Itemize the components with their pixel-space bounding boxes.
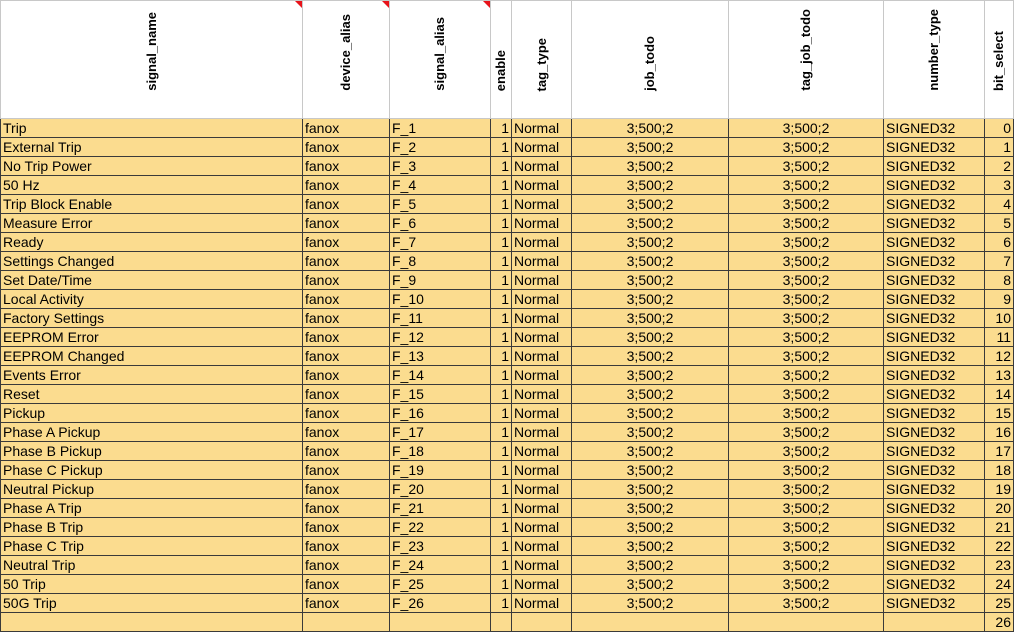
table-row bbox=[1, 214, 1014, 233]
cell-signal-alias[interactable]: F_4 bbox=[390, 176, 491, 195]
cell-signal-alias[interactable]: F_9 bbox=[390, 271, 491, 290]
cell-number-type[interactable]: SIGNED32 bbox=[884, 157, 985, 176]
cell-device-alias[interactable]: fanox bbox=[303, 594, 390, 613]
cell-job-todo[interactable]: 3;500;2 bbox=[572, 195, 729, 214]
cell-tag-job-todo[interactable]: 3;500;2 bbox=[729, 480, 884, 499]
cell-tag-job-todo[interactable]: 3;500;2 bbox=[729, 556, 884, 575]
cell-signal-name[interactable]: EEPROM Error bbox=[1, 328, 303, 347]
cell-bit-select[interactable]: 24 bbox=[985, 575, 1014, 594]
cell-job-todo[interactable]: 3;500;2 bbox=[572, 499, 729, 518]
cell-signal-name[interactable]: External Trip bbox=[1, 138, 303, 157]
cell-signal-alias[interactable]: F_21 bbox=[390, 499, 491, 518]
table-row bbox=[1, 613, 1014, 632]
cell-number-type[interactable]: SIGNED32 bbox=[884, 328, 985, 347]
table-row bbox=[1, 328, 1014, 347]
table-row bbox=[1, 252, 1014, 271]
comment-indicator[interactable] bbox=[295, 1, 302, 8]
table-row bbox=[1, 119, 1014, 138]
cell-tag-job-todo[interactable]: 3;500;2 bbox=[729, 537, 884, 556]
cell-signal-alias[interactable]: F_26 bbox=[390, 594, 491, 613]
cell-job-todo[interactable]: 3;500;2 bbox=[572, 442, 729, 461]
cell-job-todo[interactable]: 3;500;2 bbox=[572, 271, 729, 290]
column-header-label: bit_select bbox=[991, 31, 1006, 91]
cell-tag-job-todo[interactable]: 3;500;2 bbox=[729, 499, 884, 518]
column-header-label: tag_type bbox=[533, 37, 549, 91]
cell-number-type[interactable]: SIGNED32 bbox=[884, 518, 985, 537]
cell-signal-name[interactable]: Neutral Trip bbox=[1, 556, 303, 575]
cell-tag-job-todo[interactable]: 3;500;2 bbox=[729, 404, 884, 423]
cell-signal-alias[interactable]: F_17 bbox=[390, 423, 491, 442]
cell-signal-name[interactable]: Trip Block Enable bbox=[1, 195, 303, 214]
table-row bbox=[1, 347, 1014, 366]
cell-signal-alias[interactable]: F_11 bbox=[390, 309, 491, 328]
cell-job-todo[interactable]: 3;500;2 bbox=[572, 404, 729, 423]
cell-tag-type[interactable]: Normal bbox=[512, 157, 572, 176]
cell-tag-job-todo[interactable]: 3;500;2 bbox=[729, 366, 884, 385]
cell-number-type[interactable]: SIGNED32 bbox=[884, 461, 985, 480]
cell-enable[interactable]: 1 bbox=[491, 328, 512, 347]
cell-tag-job-todo[interactable]: 3;500;2 bbox=[729, 594, 884, 613]
cell-tag-job-todo[interactable]: 3;500;2 bbox=[729, 423, 884, 442]
cell-tag-type[interactable] bbox=[512, 613, 572, 632]
cell-enable[interactable]: 1 bbox=[491, 575, 512, 594]
cell-signal-name[interactable]: Ready bbox=[1, 233, 303, 252]
column-header-bit-select[interactable] bbox=[985, 1, 1014, 119]
cell-tag-job-todo[interactable]: 3;500;2 bbox=[729, 138, 884, 157]
cell-device-alias[interactable]: fanox bbox=[303, 233, 390, 252]
cell-tag-job-todo[interactable]: 3;500;2 bbox=[729, 328, 884, 347]
cell-tag-job-todo[interactable]: 3;500;2 bbox=[729, 176, 884, 195]
cell-device-alias[interactable] bbox=[303, 613, 390, 632]
cell-enable[interactable]: 1 bbox=[491, 480, 512, 499]
cell-number-type[interactable]: SIGNED32 bbox=[884, 594, 985, 613]
cell-device-alias[interactable]: fanox bbox=[303, 537, 390, 556]
cell-tag-type[interactable]: Normal bbox=[512, 480, 572, 499]
cell-bit-select[interactable]: 13 bbox=[985, 366, 1014, 385]
cell-number-type[interactable]: SIGNED32 bbox=[884, 233, 985, 252]
cell-signal-name[interactable]: Neutral Pickup bbox=[1, 480, 303, 499]
cell-job-todo[interactable] bbox=[572, 613, 729, 632]
cell-signal-alias[interactable]: F_16 bbox=[390, 404, 491, 423]
cell-tag-type[interactable]: Normal bbox=[512, 347, 572, 366]
cell-device-alias[interactable]: fanox bbox=[303, 404, 390, 423]
column-header-job-todo[interactable] bbox=[572, 1, 729, 119]
cell-number-type[interactable]: SIGNED32 bbox=[884, 252, 985, 271]
cell-number-type[interactable]: SIGNED32 bbox=[884, 442, 985, 461]
table-row bbox=[1, 195, 1014, 214]
cell-bit-select[interactable]: 20 bbox=[985, 499, 1014, 518]
cell-enable[interactable]: 1 bbox=[491, 594, 512, 613]
cell-enable[interactable]: 1 bbox=[491, 309, 512, 328]
cell-signal-name[interactable]: Phase B Pickup bbox=[1, 442, 303, 461]
table-row bbox=[1, 442, 1014, 461]
cell-signal-name[interactable]: 50 Hz bbox=[1, 176, 303, 195]
cell-tag-job-todo[interactable]: 3;500;2 bbox=[729, 195, 884, 214]
cell-tag-type[interactable]: Normal bbox=[512, 328, 572, 347]
cell-tag-type[interactable]: Normal bbox=[512, 214, 572, 233]
cell-job-todo[interactable]: 3;500;2 bbox=[572, 518, 729, 537]
cell-job-todo[interactable]: 3;500;2 bbox=[572, 328, 729, 347]
cell-number-type[interactable]: SIGNED32 bbox=[884, 385, 985, 404]
cell-tag-job-todo[interactable]: 3;500;2 bbox=[729, 214, 884, 233]
cell-signal-alias[interactable]: F_15 bbox=[390, 385, 491, 404]
cell-number-type[interactable]: SIGNED32 bbox=[884, 176, 985, 195]
comment-indicator[interactable] bbox=[483, 1, 490, 8]
cell-number-type[interactable]: SIGNED32 bbox=[884, 309, 985, 328]
cell-job-todo[interactable]: 3;500;2 bbox=[572, 138, 729, 157]
cell-number-type[interactable]: SIGNED32 bbox=[884, 138, 985, 157]
cell-signal-alias[interactable]: F_8 bbox=[390, 252, 491, 271]
cell-job-todo[interactable]: 3;500;2 bbox=[572, 575, 729, 594]
cell-job-todo[interactable]: 3;500;2 bbox=[572, 480, 729, 499]
cell-enable[interactable]: 1 bbox=[491, 233, 512, 252]
column-header-label: device_alias bbox=[338, 14, 353, 91]
cell-enable[interactable]: 1 bbox=[491, 195, 512, 214]
cell-tag-type[interactable]: Normal bbox=[512, 423, 572, 442]
cell-signal-alias[interactable]: F_22 bbox=[390, 518, 491, 537]
column-header-number-type[interactable] bbox=[884, 1, 985, 119]
cell-tag-type[interactable]: Normal bbox=[512, 138, 572, 157]
cell-bit-select[interactable]: 17 bbox=[985, 442, 1014, 461]
column-header-label: enable bbox=[493, 49, 508, 91]
cell-signal-name[interactable]: Measure Error bbox=[1, 214, 303, 233]
cell-signal-name[interactable]: Phase B Trip bbox=[1, 518, 303, 537]
cell-device-alias[interactable]: fanox bbox=[303, 461, 390, 480]
cell-tag-job-todo[interactable]: 3;500;2 bbox=[729, 271, 884, 290]
cell-device-alias[interactable]: fanox bbox=[303, 176, 390, 195]
cell-number-type[interactable]: SIGNED32 bbox=[884, 404, 985, 423]
cell-device-alias[interactable]: fanox bbox=[303, 252, 390, 271]
cell-signal-name[interactable]: Phase A Pickup bbox=[1, 423, 303, 442]
cell-device-alias[interactable]: fanox bbox=[303, 518, 390, 537]
cell-bit-select[interactable]: 7 bbox=[985, 252, 1014, 271]
cell-device-alias[interactable]: fanox bbox=[303, 309, 390, 328]
cell-bit-select[interactable]: 19 bbox=[985, 480, 1014, 499]
column-header-device-alias[interactable] bbox=[303, 1, 390, 119]
cell-bit-select[interactable]: 1 bbox=[985, 138, 1014, 157]
cell-enable[interactable]: 1 bbox=[491, 385, 512, 404]
cell-tag-type[interactable]: Normal bbox=[512, 119, 572, 138]
cell-tag-type[interactable]: Normal bbox=[512, 575, 572, 594]
cell-bit-select[interactable]: 18 bbox=[985, 461, 1014, 480]
cell-enable[interactable]: 1 bbox=[491, 214, 512, 233]
cell-bit-select[interactable]: 25 bbox=[985, 594, 1014, 613]
column-header-label: job_todo bbox=[642, 36, 657, 91]
cell-signal-name[interactable]: Phase C Trip bbox=[1, 537, 303, 556]
cell-signal-alias[interactable]: F_24 bbox=[390, 556, 491, 575]
cell-job-todo[interactable]: 3;500;2 bbox=[572, 556, 729, 575]
cell-number-type[interactable]: SIGNED32 bbox=[884, 423, 985, 442]
cell-signal-alias[interactable]: F_6 bbox=[390, 214, 491, 233]
cell-tag-type[interactable]: Normal bbox=[512, 537, 572, 556]
cell-tag-job-todo[interactable]: 3;500;2 bbox=[729, 385, 884, 404]
cell-enable[interactable]: 1 bbox=[491, 423, 512, 442]
cell-device-alias[interactable]: fanox bbox=[303, 271, 390, 290]
cell-signal-alias[interactable]: F_1 bbox=[390, 119, 491, 138]
cell-signal-name[interactable]: Events Error bbox=[1, 366, 303, 385]
cell-tag-job-todo[interactable]: 3;500;2 bbox=[729, 252, 884, 271]
cell-tag-job-todo[interactable]: 3;500;2 bbox=[729, 442, 884, 461]
cell-signal-alias[interactable]: F_5 bbox=[390, 195, 491, 214]
cell-tag-job-todo[interactable]: 3;500;2 bbox=[729, 518, 884, 537]
cell-bit-select[interactable]: 14 bbox=[985, 385, 1014, 404]
cell-job-todo[interactable]: 3;500;2 bbox=[572, 290, 729, 309]
cell-signal-alias[interactable]: F_7 bbox=[390, 233, 491, 252]
cell-enable[interactable]: 1 bbox=[491, 347, 512, 366]
cell-number-type[interactable]: SIGNED32 bbox=[884, 499, 985, 518]
column-header-signal-name[interactable] bbox=[1, 1, 303, 119]
cell-tag-type[interactable]: Normal bbox=[512, 594, 572, 613]
cell-signal-name[interactable]: 50G Trip bbox=[1, 594, 303, 613]
cell-bit-select[interactable]: 11 bbox=[985, 328, 1014, 347]
cell-signal-name[interactable]: Set Date/Time bbox=[1, 271, 303, 290]
cell-tag-job-todo[interactable]: 3;500;2 bbox=[729, 157, 884, 176]
cell-signal-name[interactable]: Pickup bbox=[1, 404, 303, 423]
cell-job-todo[interactable]: 3;500;2 bbox=[572, 214, 729, 233]
cell-signal-alias[interactable]: F_2 bbox=[390, 138, 491, 157]
table-row bbox=[1, 537, 1014, 556]
cell-enable[interactable]: 1 bbox=[491, 119, 512, 138]
cell-number-type[interactable]: SIGNED32 bbox=[884, 347, 985, 366]
cell-signal-name[interactable]: No Trip Power bbox=[1, 157, 303, 176]
cell-tag-type[interactable]: Normal bbox=[512, 499, 572, 518]
column-header-label: signal_name bbox=[143, 12, 159, 91]
column-header-label: tag_job_todo bbox=[798, 9, 813, 91]
cell-number-type[interactable]: SIGNED32 bbox=[884, 290, 985, 309]
cell-device-alias[interactable]: fanox bbox=[303, 442, 390, 461]
cell-bit-select[interactable]: 12 bbox=[985, 347, 1014, 366]
cell-enable[interactable]: 1 bbox=[491, 138, 512, 157]
cell-signal-name[interactable]: EEPROM Changed bbox=[1, 347, 303, 366]
cell-enable[interactable]: 1 bbox=[491, 537, 512, 556]
cell-bit-select[interactable]: 15 bbox=[985, 404, 1014, 423]
cell-job-todo[interactable]: 3;500;2 bbox=[572, 347, 729, 366]
cell-signal-alias[interactable] bbox=[390, 613, 491, 632]
cell-enable[interactable]: 1 bbox=[491, 366, 512, 385]
cell-number-type[interactable]: SIGNED32 bbox=[884, 195, 985, 214]
cell-bit-select[interactable]: 4 bbox=[985, 195, 1014, 214]
cell-bit-select[interactable]: 2 bbox=[985, 157, 1014, 176]
cell-job-todo[interactable]: 3;500;2 bbox=[572, 176, 729, 195]
cell-job-todo[interactable]: 3;500;2 bbox=[572, 461, 729, 480]
cell-tag-type[interactable]: Normal bbox=[512, 404, 572, 423]
cell-tag-type[interactable]: Normal bbox=[512, 290, 572, 309]
cell-enable[interactable]: 1 bbox=[491, 556, 512, 575]
cell-number-type[interactable]: SIGNED32 bbox=[884, 537, 985, 556]
cell-bit-select[interactable]: 16 bbox=[985, 423, 1014, 442]
cell-number-type[interactable]: SIGNED32 bbox=[884, 366, 985, 385]
cell-signal-name[interactable]: Local Activity bbox=[1, 290, 303, 309]
table-row bbox=[1, 594, 1014, 613]
cell-job-todo[interactable]: 3;500;2 bbox=[572, 157, 729, 176]
table-row bbox=[1, 271, 1014, 290]
cell-device-alias[interactable]: fanox bbox=[303, 480, 390, 499]
cell-tag-type[interactable]: Normal bbox=[512, 385, 572, 404]
table-row bbox=[1, 499, 1014, 518]
cell-tag-type[interactable]: Normal bbox=[512, 556, 572, 575]
cell-device-alias[interactable]: fanox bbox=[303, 347, 390, 366]
table-row bbox=[1, 385, 1014, 404]
cell-tag-type[interactable]: Normal bbox=[512, 233, 572, 252]
table-row bbox=[1, 366, 1014, 385]
cell-number-type[interactable]: SIGNED32 bbox=[884, 556, 985, 575]
table-row bbox=[1, 290, 1014, 309]
cell-tag-type[interactable]: Normal bbox=[512, 461, 572, 480]
column-header-signal-alias[interactable] bbox=[390, 1, 491, 119]
cell-tag-type[interactable]: Normal bbox=[512, 366, 572, 385]
cell-device-alias[interactable]: fanox bbox=[303, 119, 390, 138]
cell-bit-select[interactable]: 8 bbox=[985, 271, 1014, 290]
table-row bbox=[1, 423, 1014, 442]
cell-job-todo[interactable]: 3;500;2 bbox=[572, 366, 729, 385]
cell-signal-name[interactable] bbox=[1, 613, 303, 632]
cell-signal-alias[interactable]: F_20 bbox=[390, 480, 491, 499]
table-row bbox=[1, 556, 1014, 575]
cell-device-alias[interactable]: fanox bbox=[303, 423, 390, 442]
table-row bbox=[1, 461, 1014, 480]
cell-tag-job-todo[interactable]: 3;500;2 bbox=[729, 309, 884, 328]
table-row bbox=[1, 233, 1014, 252]
cell-enable[interactable]: 1 bbox=[491, 157, 512, 176]
cell-signal-alias[interactable]: F_14 bbox=[390, 366, 491, 385]
cell-tag-job-todo[interactable]: 3;500;2 bbox=[729, 233, 884, 252]
cell-signal-name[interactable]: Trip bbox=[1, 119, 303, 138]
cell-tag-job-todo[interactable] bbox=[729, 613, 884, 632]
cell-signal-alias[interactable]: F_10 bbox=[390, 290, 491, 309]
cell-tag-type[interactable]: Normal bbox=[512, 252, 572, 271]
cell-signal-name[interactable]: Reset bbox=[1, 385, 303, 404]
cell-bit-select[interactable]: 9 bbox=[985, 290, 1014, 309]
cell-job-todo[interactable]: 3;500;2 bbox=[572, 537, 729, 556]
column-header-label: number_type bbox=[926, 9, 941, 91]
cell-job-todo[interactable]: 3;500;2 bbox=[572, 594, 729, 613]
cell-number-type[interactable]: SIGNED32 bbox=[884, 575, 985, 594]
table-row bbox=[1, 309, 1014, 328]
cell-bit-select[interactable]: 5 bbox=[985, 214, 1014, 233]
cell-signal-alias[interactable]: F_23 bbox=[390, 537, 491, 556]
cell-number-type[interactable]: SIGNED32 bbox=[884, 271, 985, 290]
cell-job-todo[interactable]: 3;500;2 bbox=[572, 252, 729, 271]
cell-tag-job-todo[interactable]: 3;500;2 bbox=[729, 119, 884, 138]
cell-enable[interactable]: 1 bbox=[491, 290, 512, 309]
cell-tag-type[interactable]: Normal bbox=[512, 518, 572, 537]
column-header-tag-job-todo[interactable] bbox=[729, 1, 884, 119]
cell-enable[interactable]: 1 bbox=[491, 271, 512, 290]
cell-device-alias[interactable]: fanox bbox=[303, 138, 390, 157]
cell-device-alias[interactable]: fanox bbox=[303, 214, 390, 233]
cell-tag-job-todo[interactable]: 3;500;2 bbox=[729, 575, 884, 594]
cell-bit-select[interactable]: 10 bbox=[985, 309, 1014, 328]
cell-enable[interactable]: 1 bbox=[491, 252, 512, 271]
cell-device-alias[interactable]: fanox bbox=[303, 290, 390, 309]
table-row bbox=[1, 157, 1014, 176]
cell-tag-type[interactable]: Normal bbox=[512, 442, 572, 461]
cell-device-alias[interactable]: fanox bbox=[303, 366, 390, 385]
cell-signal-alias[interactable]: F_13 bbox=[390, 347, 491, 366]
table-row bbox=[1, 176, 1014, 195]
cell-enable[interactable]: 1 bbox=[491, 442, 512, 461]
cell-enable[interactable]: 1 bbox=[491, 176, 512, 195]
comment-indicator[interactable] bbox=[382, 1, 389, 8]
cell-tag-type[interactable]: Normal bbox=[512, 309, 572, 328]
cell-bit-select[interactable]: 0 bbox=[985, 119, 1014, 138]
table-row bbox=[1, 518, 1014, 537]
cell-bit-select[interactable]: 22 bbox=[985, 537, 1014, 556]
cell-tag-type[interactable]: Normal bbox=[512, 271, 572, 290]
cell-enable[interactable]: 1 bbox=[491, 404, 512, 423]
cell-signal-alias[interactable]: F_3 bbox=[390, 157, 491, 176]
table-body bbox=[1, 119, 1014, 632]
cell-enable[interactable]: 1 bbox=[491, 518, 512, 537]
cell-tag-type[interactable]: Normal bbox=[512, 176, 572, 195]
cell-device-alias[interactable]: fanox bbox=[303, 556, 390, 575]
cell-signal-name[interactable]: Phase C Pickup bbox=[1, 461, 303, 480]
cell-number-type[interactable]: SIGNED32 bbox=[884, 480, 985, 499]
cell-tag-job-todo[interactable]: 3;500;2 bbox=[729, 347, 884, 366]
cell-number-type[interactable]: SIGNED32 bbox=[884, 119, 985, 138]
cell-tag-job-todo[interactable]: 3;500;2 bbox=[729, 290, 884, 309]
cell-signal-name[interactable]: Phase A Trip bbox=[1, 499, 303, 518]
cell-device-alias[interactable]: fanox bbox=[303, 575, 390, 594]
cell-signal-name[interactable]: Settings Changed bbox=[1, 252, 303, 271]
cell-enable[interactable]: 1 bbox=[491, 499, 512, 518]
cell-enable[interactable] bbox=[491, 613, 512, 632]
cell-job-todo[interactable]: 3;500;2 bbox=[572, 385, 729, 404]
cell-device-alias[interactable]: fanox bbox=[303, 195, 390, 214]
table-row bbox=[1, 404, 1014, 423]
cell-signal-name[interactable]: Factory Settings bbox=[1, 309, 303, 328]
column-header-enable[interactable] bbox=[491, 1, 512, 119]
table-row bbox=[1, 138, 1014, 157]
cell-device-alias[interactable]: fanox bbox=[303, 499, 390, 518]
cell-bit-select[interactable]: 23 bbox=[985, 556, 1014, 575]
cell-tag-type[interactable]: Normal bbox=[512, 195, 572, 214]
column-header-label: signal_alias bbox=[432, 17, 447, 91]
cell-enable[interactable]: 1 bbox=[491, 461, 512, 480]
cell-signal-alias[interactable]: F_19 bbox=[390, 461, 491, 480]
table-row bbox=[1, 480, 1014, 499]
cell-bit-select[interactable]: 21 bbox=[985, 518, 1014, 537]
table-row bbox=[1, 575, 1014, 594]
cell-signal-name[interactable]: 50 Trip bbox=[1, 575, 303, 594]
column-header-tag-type[interactable] bbox=[512, 1, 572, 119]
cell-bit-select[interactable]: 26 bbox=[985, 613, 1014, 632]
cell-signal-alias[interactable]: F_12 bbox=[390, 328, 491, 347]
cell-bit-select[interactable]: 6 bbox=[985, 233, 1014, 252]
header-row bbox=[1, 1, 1014, 119]
cell-signal-alias[interactable]: F_18 bbox=[390, 442, 491, 461]
cell-signal-alias[interactable]: F_25 bbox=[390, 575, 491, 594]
cell-job-todo[interactable]: 3;500;2 bbox=[572, 233, 729, 252]
cell-device-alias[interactable]: fanox bbox=[303, 157, 390, 176]
cell-device-alias[interactable]: fanox bbox=[303, 328, 390, 347]
cell-job-todo[interactable]: 3;500;2 bbox=[572, 309, 729, 328]
cell-device-alias[interactable]: fanox bbox=[303, 385, 390, 404]
cell-job-todo[interactable]: 3;500;2 bbox=[572, 423, 729, 442]
cell-bit-select[interactable]: 3 bbox=[985, 176, 1014, 195]
cell-tag-job-todo[interactable]: 3;500;2 bbox=[729, 461, 884, 480]
cell-number-type[interactable] bbox=[884, 613, 985, 632]
cell-number-type[interactable]: SIGNED32 bbox=[884, 214, 985, 233]
cell-job-todo[interactable]: 3;500;2 bbox=[572, 119, 729, 138]
